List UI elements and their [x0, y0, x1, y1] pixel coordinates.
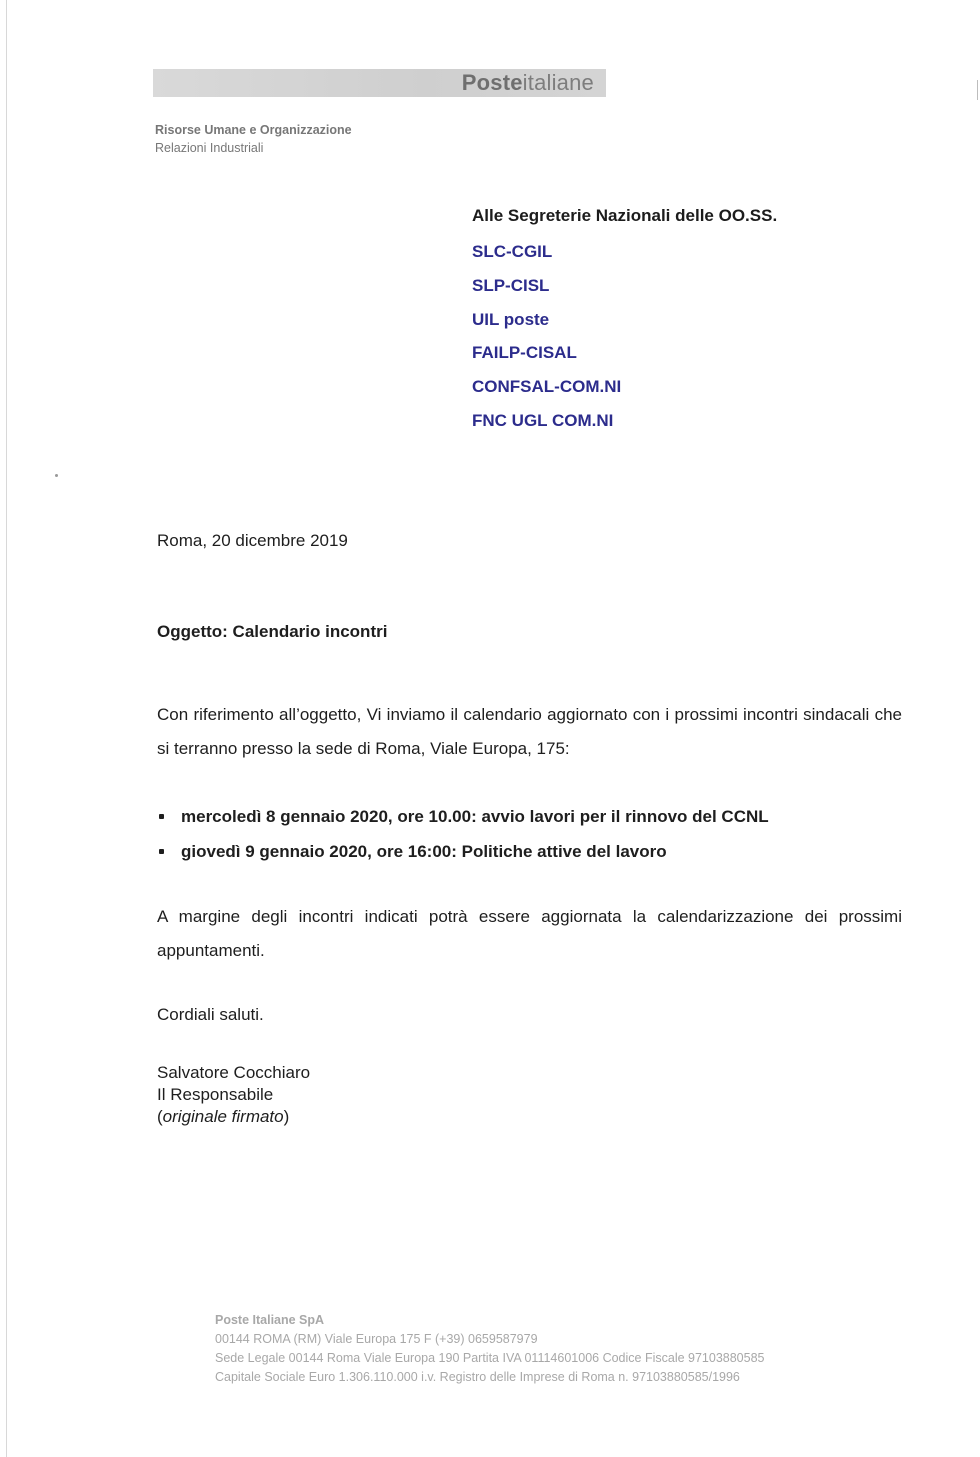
closing-greeting: Cordiali saluti.: [157, 1005, 264, 1024]
margin-dot: [55, 474, 58, 477]
footer-company: Poste Italiane SpA: [215, 1313, 325, 1327]
signer-role: Il Responsabile: [157, 1085, 274, 1104]
recipients-heading: Alle Segreterie Nazionali delle OO.SS.: [472, 206, 778, 225]
recipient-org: FAILP-CISAL: [472, 343, 577, 363]
office-name: Relazioni Industriali: [155, 141, 264, 155]
signature-note: (originale firmato): [157, 1107, 290, 1126]
letter-date: Roma, 20 dicembre 2019: [157, 531, 348, 550]
meeting-text: mercoledì 8 gennaio 2020, ore 10.00: avvio lavori per il rinnovo del CCNL: [181, 807, 769, 826]
footer-legal: Sede Legale 00144 Roma Viale Europa 190 Partita IVA 01114601006 Codice Fiscale 97103880585: [215, 1351, 765, 1365]
recipient-org: SLC-CGIL: [472, 242, 553, 261]
recipients-block: [472, 201, 777, 438]
signature-block: [157, 1062, 310, 1128]
sender-department: [155, 121, 352, 157]
recipient-org: FNC UGL COM.NI: [472, 410, 614, 430]
list-item: [157, 834, 897, 869]
note-paragraph: A margine degli incontri indicati potrà essere aggiornata la calendarizzazione dei prossimi appuntamenti.: [157, 907, 902, 960]
meeting-list: [157, 799, 897, 869]
list-item: [157, 799, 897, 834]
bullet-icon: [159, 814, 164, 819]
letter-subject: Oggetto: Calendario incontri: [157, 622, 388, 641]
recipient-org: UIL poste: [472, 309, 550, 329]
footer-capital: Capitale Sociale Euro 1.306.110.000 i.v. Registro delle Imprese di Roma n. 97103880585/1996: [215, 1370, 740, 1384]
meeting-text: giovedì 9 gennaio 2020, ore 16:00: Politiche attive del lavoro: [181, 842, 667, 861]
page-edge: [6, 0, 7, 1457]
footer-address: 00144 ROMA (RM) Viale Europa 175 F (+39) 0659587979: [215, 1332, 538, 1346]
logo-bar: [153, 69, 606, 97]
poste-italiane-logo: Posteitaliane: [461, 70, 594, 95]
department-name: Risorse Umane e Organizzazione: [155, 123, 352, 137]
intro-paragraph: Con riferimento all’oggetto, Vi inviamo il calendario aggiornato con i prossimi incontri sindacali che si terranno presso la sede di Roma, Viale Europa, 175:: [157, 705, 902, 758]
signer-name: Salvatore Cocchiaro: [157, 1063, 311, 1082]
bullet-icon: [159, 849, 164, 854]
company-footer: [215, 1311, 765, 1387]
page-edge-mark: [977, 80, 978, 100]
recipient-org: SLP-CISL: [472, 275, 550, 295]
recipient-org: CONFSAL-COM.NI: [472, 377, 622, 397]
